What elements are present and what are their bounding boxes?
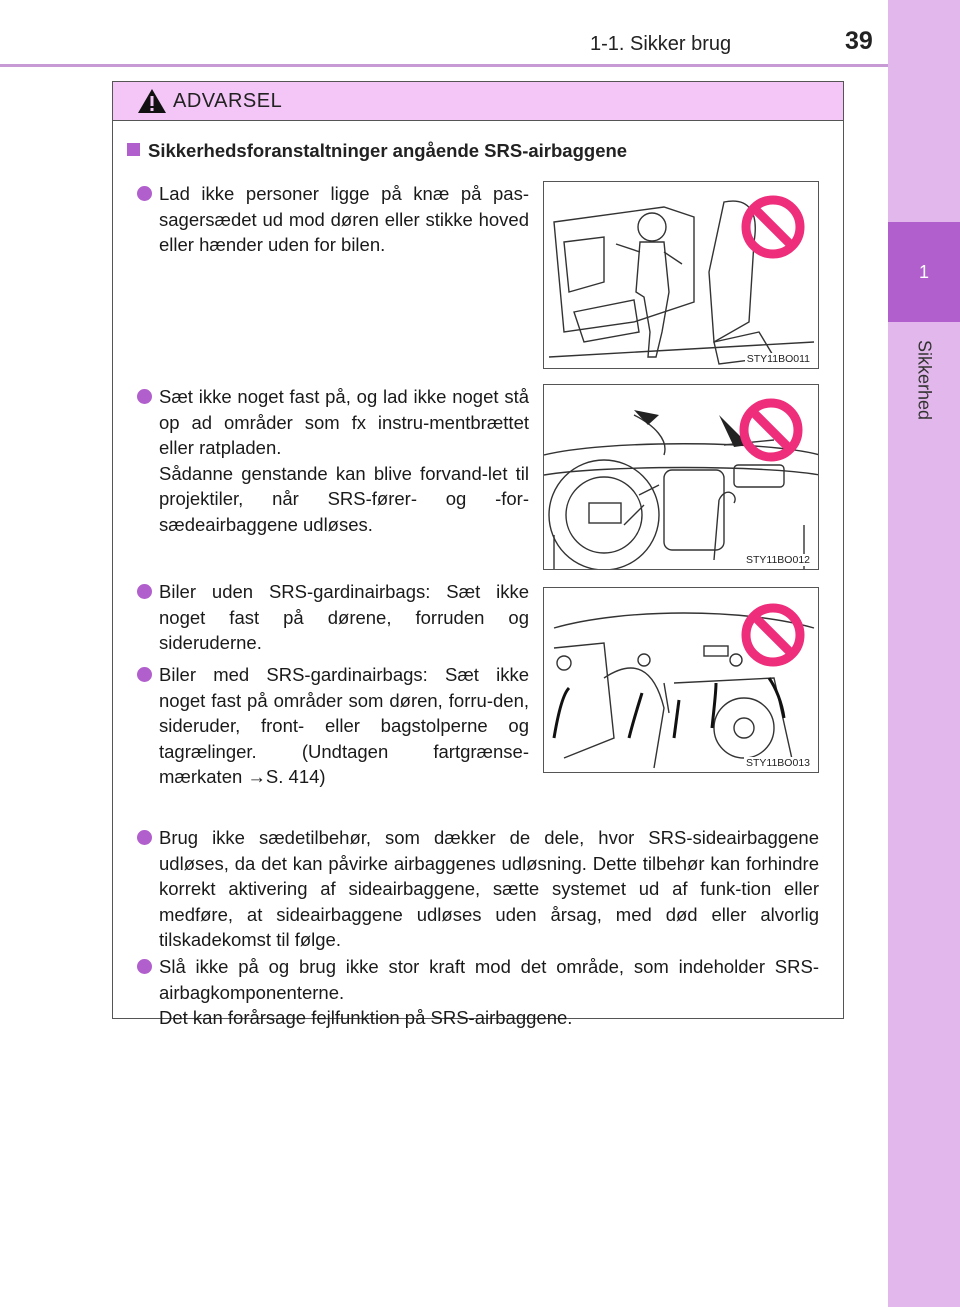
figure-kneeling-passenger: [543, 181, 819, 369]
figure-code: STY11BO013: [745, 757, 810, 769]
bullet-icon: [137, 584, 152, 599]
bullet-icon: [137, 830, 152, 845]
bullet-icon: [137, 186, 152, 201]
chapter-label: Sikkerhed: [914, 339, 935, 421]
section-title: 1-1. Sikker brug: [590, 33, 732, 55]
list-item: Brug ikke sædetilbehør, som dækker de dele, hvor SRS-sideairbaggene udløses, da det kan påvirke airbaggenes udløsning. Dette tilbehør kan forhindre korrekt aktivering af sideairbaggene, sætte systemet ud af funk-tion eller medføre, at sideairbaggene udløses uden årsag, med død eller alvorlig tilskadekomst til følge.: [137, 825, 819, 953]
page-number: 39: [845, 27, 873, 55]
figure-dashboard-objects: [543, 384, 819, 570]
figure-code: STY11BO012: [745, 554, 810, 566]
list-item: Lad ikke personer ligge på knæ på pas-sagersædet ud mod døren eller stikke hoved eller hænder uden for bilen.: [137, 181, 529, 258]
section-heading: Sikkerhedsforanstaltninger angående SRS-airbaggene: [127, 140, 627, 162]
warning-box: [112, 81, 844, 1028]
bullet-icon: [137, 389, 152, 404]
figure-hanging-objects: [543, 587, 819, 773]
square-bullet-icon: [127, 143, 140, 156]
prohibition-icon: [740, 194, 806, 260]
header-divider: [0, 64, 888, 67]
list-item: Biler med SRS-gardinairbags: Sæt ikke noget fast på områder som døren, forru-den, sideruder, front- eller bagstolperne og tagrælinger. (Undtagen fartgrænse-mærkaten →S. 414): [137, 662, 529, 790]
chapter-side-tab: [888, 0, 960, 1307]
list-item: Slå ikke på og brug ikke stor kraft mod det område, som indeholder SRS-airbagkomponenterne. Det kan forårsage fejlfunktion på SRS-airbaggene.: [137, 954, 819, 1031]
bullet-icon: [137, 959, 152, 974]
list-item: Sæt ikke noget fast på, og lad ikke noget stå op ad områder som fx instru-mentbrættet eller ratpladen. Sådanne genstande kan blive forvand-let til projektiler, når SRS-fører- og -for-sædeairbaggene udløses.: [137, 384, 529, 537]
list-item: Biler uden SRS-gardinairbags: Sæt ikke noget fast på dørene, forruden og sideruderne.: [137, 579, 529, 656]
bullet-icon: [137, 667, 152, 682]
prohibition-icon: [738, 397, 804, 463]
warning-box-header: [113, 82, 843, 121]
chapter-number: 1: [918, 262, 929, 282]
warning-triangle-icon: [137, 88, 167, 114]
figure-code: STY11BO011: [746, 353, 810, 365]
prohibition-icon: [740, 602, 806, 668]
warning-title: ADVARSEL: [173, 90, 283, 112]
